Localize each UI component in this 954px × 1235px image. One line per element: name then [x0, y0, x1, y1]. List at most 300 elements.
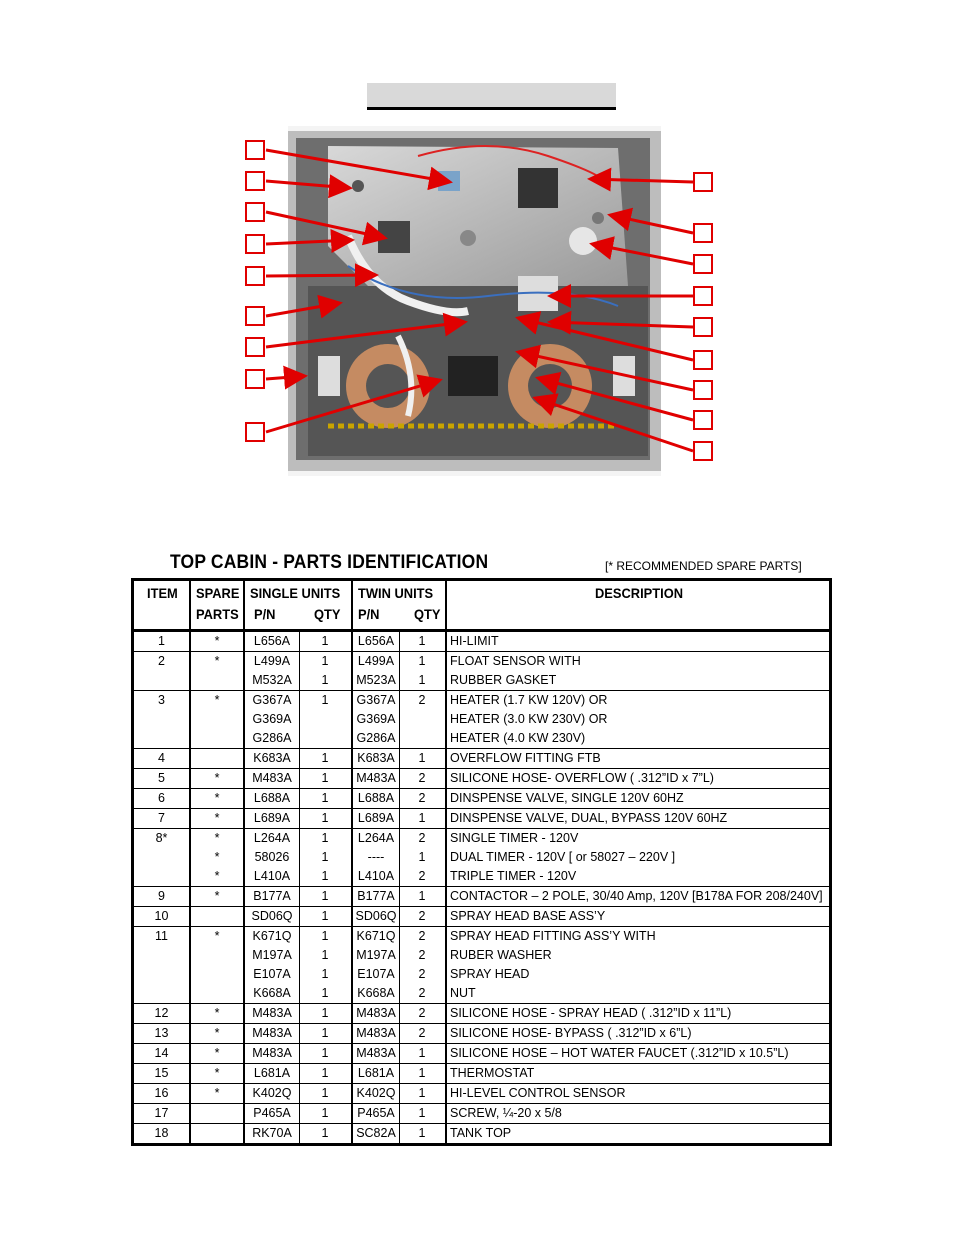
single-pn-cell-line: L681A	[253, 1066, 291, 1080]
parts-table	[131, 578, 832, 1146]
spare-cell-line: *	[214, 811, 220, 825]
spare-cell-line	[191, 907, 243, 926]
description-cell-line: SILICONE HOSE – HOT WATER FAUCET (.312”ID x 10.5”L)	[450, 1046, 789, 1060]
item-cell-line: 3	[158, 693, 165, 707]
single-qty-cell	[299, 907, 351, 926]
description-cell	[450, 887, 830, 906]
spare-cell	[191, 1044, 243, 1063]
single-qty-cell-line: 1	[321, 791, 329, 805]
twin-pn-cell-line: L410A	[357, 869, 395, 883]
description-cell	[450, 749, 830, 768]
single-pn-cell	[245, 1064, 299, 1083]
spare-cell-line: *	[214, 634, 220, 648]
twin-pn-cell-line: ----	[367, 850, 385, 864]
single-pn-cell-line: M197A	[252, 948, 292, 962]
single-pn-cell-line: M483A	[252, 1006, 292, 1020]
description-cell-line: SPRAY HEAD	[450, 967, 530, 981]
header-single-qty: QTY	[314, 606, 341, 622]
description-cell	[450, 1044, 830, 1063]
callout-box	[693, 441, 713, 461]
description-cell	[450, 809, 830, 828]
description-cell-line: SPRAY HEAD FITTING ASS’Y WITH	[450, 929, 656, 943]
twin-pn-cell-line: M483A	[356, 1046, 396, 1060]
twin-qty-cell	[399, 809, 445, 828]
twin-qty-cell	[399, 1044, 445, 1063]
item-cell	[134, 1124, 189, 1143]
twin-pn-cell-line: G286A	[356, 731, 396, 745]
item-cell-line: 7	[158, 811, 165, 825]
item-cell-line: 1	[158, 634, 165, 648]
twin-pn-cell	[353, 809, 399, 828]
twin-qty-cell	[399, 1024, 445, 1043]
single-pn-cell-line: M483A	[252, 1046, 292, 1060]
twin-pn-cell	[353, 632, 399, 651]
spare-cell	[191, 749, 243, 768]
single-pn-cell-line: G286A	[252, 731, 292, 745]
twin-pn-cell	[353, 1084, 399, 1103]
table-row	[134, 632, 829, 652]
table-row	[134, 1024, 829, 1044]
single-pn-cell-line: 58026	[254, 850, 290, 864]
description-cell-line: TRIPLE TIMER - 120V	[450, 869, 577, 883]
single-pn-cell	[245, 691, 299, 748]
callout-box	[245, 202, 265, 222]
header-twin-qty: QTY	[414, 606, 441, 622]
item-cell	[134, 927, 189, 946]
item-cell-line: 5	[158, 771, 165, 785]
single-qty-cell-line: 1	[321, 1006, 329, 1020]
twin-pn-cell-line: L689A	[357, 811, 395, 825]
single-qty-cell-line: 1	[321, 869, 329, 883]
single-pn-cell-line: L689A	[253, 811, 291, 825]
table-row	[134, 907, 829, 927]
single-qty-cell-line: 1	[321, 831, 329, 845]
twin-pn-cell	[353, 1064, 399, 1083]
table-row	[134, 1104, 829, 1124]
spare-parts-note: [* RECOMMENDED SPARE PARTS]	[605, 559, 802, 573]
single-qty-cell	[299, 887, 351, 906]
callout-box	[245, 171, 265, 191]
item-cell-line: 16	[154, 1086, 169, 1100]
single-pn-cell	[245, 1004, 299, 1023]
description-cell	[450, 907, 830, 926]
spare-cell-line: *	[214, 791, 220, 805]
item-cell	[134, 1004, 189, 1023]
single-qty-cell-line: 1	[321, 1106, 329, 1120]
table-row	[134, 789, 829, 809]
table-row	[134, 1124, 829, 1143]
item-cell-line: 18	[154, 1126, 169, 1140]
twin-pn-cell	[353, 1024, 399, 1043]
spare-cell-line: *	[214, 1046, 220, 1060]
table-body	[134, 632, 829, 1143]
table-row	[134, 1044, 829, 1064]
header-twin-units: TWIN UNITS	[358, 585, 434, 601]
item-cell	[134, 1104, 189, 1123]
single-qty-cell	[299, 1064, 351, 1083]
twin-pn-cell	[353, 927, 399, 1003]
single-qty-cell	[299, 1024, 351, 1043]
single-pn-cell-line: L499A	[253, 654, 291, 668]
twin-pn-cell-line: SD06Q	[355, 909, 397, 923]
item-cell	[134, 887, 189, 906]
single-pn-cell	[245, 789, 299, 808]
twin-pn-cell-line: L681A	[357, 1066, 395, 1080]
header-description: DESCRIPTION	[595, 585, 684, 601]
spare-cell-line	[191, 749, 243, 768]
description-cell-line: CONTACTOR – 2 POLE, 30/40 Amp, 120V [B178A FOR 208/240V]	[450, 889, 823, 903]
item-cell-line: 6	[158, 791, 165, 805]
twin-pn-cell	[353, 829, 399, 886]
description-cell	[450, 691, 830, 748]
single-qty-cell	[299, 927, 351, 1003]
single-qty-cell-line: 1	[321, 1026, 329, 1040]
section-title: TOP CABIN - PARTS IDENTIFICATION	[170, 552, 489, 573]
description-cell-line: RUBBER GASKET	[450, 673, 557, 687]
table-row	[134, 927, 829, 1004]
callout-box	[693, 223, 713, 243]
twin-pn-cell-line: M483A	[356, 1026, 396, 1040]
twin-pn-cell	[353, 1004, 399, 1023]
single-qty-cell	[299, 652, 351, 690]
single-pn-cell	[245, 1104, 299, 1123]
single-qty-cell-line: 1	[321, 1066, 329, 1080]
twin-pn-cell-line: E107A	[357, 967, 395, 981]
single-qty-cell	[299, 829, 351, 886]
spare-cell	[191, 927, 243, 946]
twin-qty-cell-line: 1	[418, 811, 426, 825]
spare-cell	[191, 829, 243, 886]
single-pn-cell-line: L264A	[253, 831, 291, 845]
single-pn-cell	[245, 652, 299, 690]
description-cell	[450, 769, 830, 788]
twin-qty-cell-line: 1	[418, 1066, 426, 1080]
twin-qty-cell-line: 2	[418, 1026, 426, 1040]
twin-qty-cell	[399, 1124, 445, 1143]
description-cell	[450, 652, 830, 690]
spare-cell	[191, 691, 243, 710]
description-cell	[450, 1084, 830, 1103]
spare-cell	[191, 632, 243, 651]
single-qty-cell-line: 1	[321, 948, 329, 962]
item-cell-line: 17	[154, 1106, 169, 1120]
twin-pn-cell	[353, 769, 399, 788]
table-row	[134, 829, 829, 887]
table-row	[134, 809, 829, 829]
twin-qty-cell-line: 1	[418, 654, 426, 668]
single-pn-cell-line: K683A	[253, 751, 291, 765]
single-pn-cell-line: L410A	[253, 869, 291, 883]
description-cell-line: HI-LIMIT	[450, 634, 499, 648]
single-pn-cell	[245, 1044, 299, 1063]
callout-box	[245, 422, 265, 442]
spare-cell	[191, 1024, 243, 1043]
spare-cell-line: *	[214, 889, 220, 903]
twin-qty-cell	[399, 927, 445, 1003]
twin-pn-cell-line: L264A	[357, 831, 395, 845]
table-header	[134, 581, 829, 632]
single-qty-cell-line: 1	[321, 986, 329, 1000]
callout-box	[245, 140, 265, 160]
twin-qty-cell-line: 2	[418, 1006, 426, 1020]
description-cell-line: THERMOSTAT	[450, 1066, 535, 1080]
twin-pn-cell-line: P465A	[357, 1106, 395, 1120]
spare-cell	[191, 1084, 243, 1103]
spare-cell-line: *	[214, 1086, 220, 1100]
description-cell-line: DINSPENSE VALVE, DUAL, BYPASS 120V 60HZ	[450, 811, 728, 825]
spare-cell-line: *	[214, 771, 220, 785]
single-qty-cell-line: 1	[321, 929, 329, 943]
description-cell	[450, 1024, 830, 1043]
header-single-units: SINGLE UNITS	[250, 585, 341, 601]
description-cell-line: SILICONE HOSE - SPRAY HEAD ( .312”ID x 11”L)	[450, 1006, 732, 1020]
item-cell	[134, 829, 189, 848]
spare-cell-line: *	[214, 1066, 220, 1080]
twin-qty-cell	[399, 691, 445, 710]
single-qty-cell	[299, 769, 351, 788]
spare-cell-line: *	[214, 693, 220, 707]
twin-qty-cell	[399, 1084, 445, 1103]
twin-qty-cell	[399, 632, 445, 651]
twin-qty-cell-line: 2	[418, 791, 426, 805]
description-cell	[450, 1104, 830, 1123]
twin-qty-cell	[399, 652, 445, 690]
callout-box	[693, 317, 713, 337]
item-cell	[134, 652, 189, 671]
cabin-illustration	[288, 126, 661, 476]
single-pn-cell	[245, 809, 299, 828]
twin-qty-cell	[399, 1004, 445, 1023]
item-cell-line: 15	[154, 1066, 169, 1080]
callout-box	[693, 380, 713, 400]
twin-qty-cell	[399, 749, 445, 768]
callout-box	[245, 337, 265, 357]
twin-pn-cell	[353, 1124, 399, 1143]
item-cell	[134, 789, 189, 808]
spare-cell-line: *	[214, 850, 220, 864]
twin-pn-cell-line: L499A	[357, 654, 395, 668]
twin-qty-cell-line: 1	[418, 673, 426, 687]
single-qty-cell-line: 1	[321, 1126, 329, 1140]
table-row	[134, 887, 829, 907]
callout-box	[245, 234, 265, 254]
twin-pn-cell	[353, 1044, 399, 1063]
twin-pn-cell-line: L688A	[357, 791, 395, 805]
single-pn-cell	[245, 927, 299, 1003]
twin-qty-cell-line: 2	[418, 831, 426, 845]
twin-pn-cell-line: L656A	[357, 634, 395, 648]
single-qty-cell	[299, 809, 351, 828]
spare-cell-line: *	[214, 654, 220, 668]
spare-cell	[191, 887, 243, 906]
single-pn-cell-line: L688A	[253, 791, 291, 805]
spare-cell-line: *	[214, 929, 220, 943]
callout-box	[693, 254, 713, 274]
description-cell-line: HEATER (4.0 KW 230V)	[450, 731, 586, 745]
header-bar	[367, 83, 616, 110]
single-pn-cell-line: G367A	[252, 693, 292, 707]
item-cell	[134, 769, 189, 788]
spare-cell	[191, 789, 243, 808]
description-cell-line: HEATER (3.0 KW 230V) OR	[450, 712, 608, 726]
spare-cell	[191, 1104, 243, 1123]
twin-pn-cell-line: M523A	[356, 673, 396, 687]
twin-pn-cell	[353, 907, 399, 926]
item-cell	[134, 632, 189, 651]
spare-cell	[191, 1124, 243, 1143]
description-cell-line: SINGLE TIMER - 120V	[450, 831, 579, 845]
single-pn-cell-line: M532A	[252, 673, 292, 687]
description-cell	[450, 927, 830, 1003]
single-pn-cell	[245, 1024, 299, 1043]
single-qty-cell	[299, 1084, 351, 1103]
table-row	[134, 1064, 829, 1084]
single-qty-cell-line: 1	[321, 1086, 329, 1100]
twin-pn-cell	[353, 1104, 399, 1123]
single-pn-cell-line: B177A	[253, 889, 291, 903]
twin-pn-cell-line: K402Q	[356, 1086, 396, 1100]
callout-box	[245, 266, 265, 286]
twin-pn-cell-line: G369A	[356, 712, 396, 726]
description-cell-line: OVERFLOW FITTING FTB	[450, 751, 601, 765]
description-cell-line: SILICONE HOSE- OVERFLOW ( .312”ID x 7”L)	[450, 771, 714, 785]
single-qty-cell-line: 1	[321, 811, 329, 825]
table-row	[134, 749, 829, 769]
table-row	[134, 1004, 829, 1024]
spare-cell-line: *	[214, 869, 220, 883]
single-qty-cell	[299, 1044, 351, 1063]
item-cell	[134, 749, 189, 768]
twin-qty-cell	[399, 1104, 445, 1123]
table-row	[134, 769, 829, 789]
item-cell	[134, 1064, 189, 1083]
item-cell	[134, 907, 189, 926]
single-pn-cell-line: M483A	[252, 1026, 292, 1040]
single-pn-cell	[245, 632, 299, 651]
description-cell-line: FLOAT SENSOR WITH	[450, 654, 581, 668]
single-qty-cell-line: 1	[321, 693, 329, 707]
twin-qty-cell	[399, 1064, 445, 1083]
twin-qty-cell-line: 2	[418, 986, 426, 1000]
single-pn-cell-line: RK70A	[252, 1126, 292, 1140]
twin-pn-cell-line: M483A	[356, 1006, 396, 1020]
twin-qty-cell	[399, 887, 445, 906]
description-cell	[450, 1064, 830, 1083]
single-pn-cell	[245, 769, 299, 788]
single-pn-cell-line: P465A	[253, 1106, 291, 1120]
single-qty-cell	[299, 632, 351, 651]
single-qty-cell	[299, 1004, 351, 1023]
description-cell-line: DUAL TIMER - 120V [ or 58027 – 220V ]	[450, 850, 676, 864]
twin-pn-cell	[353, 749, 399, 768]
twin-qty-cell-line: 1	[418, 1046, 426, 1060]
single-pn-cell	[245, 829, 299, 886]
item-cell-line: 9	[158, 889, 165, 903]
spare-cell	[191, 1064, 243, 1083]
single-qty-cell	[299, 749, 351, 768]
callout-box	[245, 369, 265, 389]
twin-pn-cell-line: M197A	[356, 948, 396, 962]
description-cell	[450, 1124, 830, 1143]
header-single-pn: P/N	[254, 606, 276, 622]
single-pn-cell-line: G369A	[252, 712, 292, 726]
item-cell-line: 4	[158, 751, 165, 765]
twin-qty-cell-line: 2	[418, 693, 426, 707]
twin-pn-cell-line: K683A	[357, 751, 395, 765]
item-cell	[134, 691, 189, 710]
description-cell	[450, 829, 830, 886]
single-qty-cell-line: 1	[321, 850, 329, 864]
twin-qty-cell-line: 2	[418, 948, 426, 962]
item-cell-line: 14	[154, 1046, 169, 1060]
single-qty-cell-line: 1	[321, 654, 329, 668]
description-cell-line: NUT	[450, 986, 476, 1000]
callout-box	[245, 306, 265, 326]
description-cell	[450, 632, 830, 651]
twin-pn-cell-line: SC82A	[356, 1126, 396, 1140]
single-qty-cell-line: 1	[321, 1046, 329, 1060]
top-cabin-photo	[288, 126, 661, 476]
spare-cell-line: *	[214, 1006, 220, 1020]
twin-qty-cell-line: 1	[418, 850, 426, 864]
single-pn-cell-line: K402Q	[252, 1086, 292, 1100]
callout-box	[693, 410, 713, 430]
description-cell	[450, 1004, 830, 1023]
spare-cell	[191, 769, 243, 788]
twin-qty-cell-line: 1	[418, 1086, 426, 1100]
twin-qty-cell	[399, 907, 445, 926]
header-item: ITEM	[147, 585, 178, 601]
single-pn-cell-line: K668A	[253, 986, 291, 1000]
spare-cell	[191, 907, 243, 926]
single-qty-cell-line: 1	[321, 889, 329, 903]
single-pn-cell	[245, 907, 299, 926]
single-qty-cell	[299, 789, 351, 808]
description-cell-line: HEATER (1.7 KW 120V) OR	[450, 693, 608, 707]
spare-cell-line	[191, 1104, 243, 1123]
single-pn-cell-line: L656A	[253, 634, 291, 648]
item-cell	[134, 1084, 189, 1103]
twin-qty-cell-line: 1	[418, 751, 426, 765]
callout-box	[693, 350, 713, 370]
twin-pn-cell-line: K671Q	[356, 929, 396, 943]
single-qty-cell	[299, 691, 351, 710]
single-pn-cell-line: SD06Q	[251, 909, 293, 923]
single-qty-cell	[299, 1104, 351, 1123]
description-cell-line: DINSPENSE VALVE, SINGLE 120V 60HZ	[450, 791, 684, 805]
header-twin-pn: P/N	[358, 606, 380, 622]
twin-pn-cell	[353, 789, 399, 808]
single-pn-cell-line: M483A	[252, 771, 292, 785]
item-cell-line: 10	[154, 909, 169, 923]
single-qty-cell-line: 1	[321, 634, 329, 648]
callout-box	[693, 172, 713, 192]
item-cell	[134, 809, 189, 828]
description-cell-line: SILICONE HOSE- BYPASS ( .312”ID x 6”L)	[450, 1026, 692, 1040]
single-pn-cell	[245, 1084, 299, 1103]
spare-cell-line	[191, 1124, 243, 1143]
single-qty-cell-line: 1	[321, 771, 329, 785]
callout-box	[693, 286, 713, 306]
item-cell-line: 13	[154, 1026, 169, 1040]
single-pn-cell	[245, 749, 299, 768]
twin-qty-cell-line: 1	[418, 634, 426, 648]
twin-qty-cell-line: 2	[418, 909, 426, 923]
single-pn-cell-line: K671Q	[252, 929, 292, 943]
spare-cell	[191, 809, 243, 828]
header-parts: PARTS	[196, 606, 239, 622]
single-qty-cell-line: 1	[321, 909, 329, 923]
